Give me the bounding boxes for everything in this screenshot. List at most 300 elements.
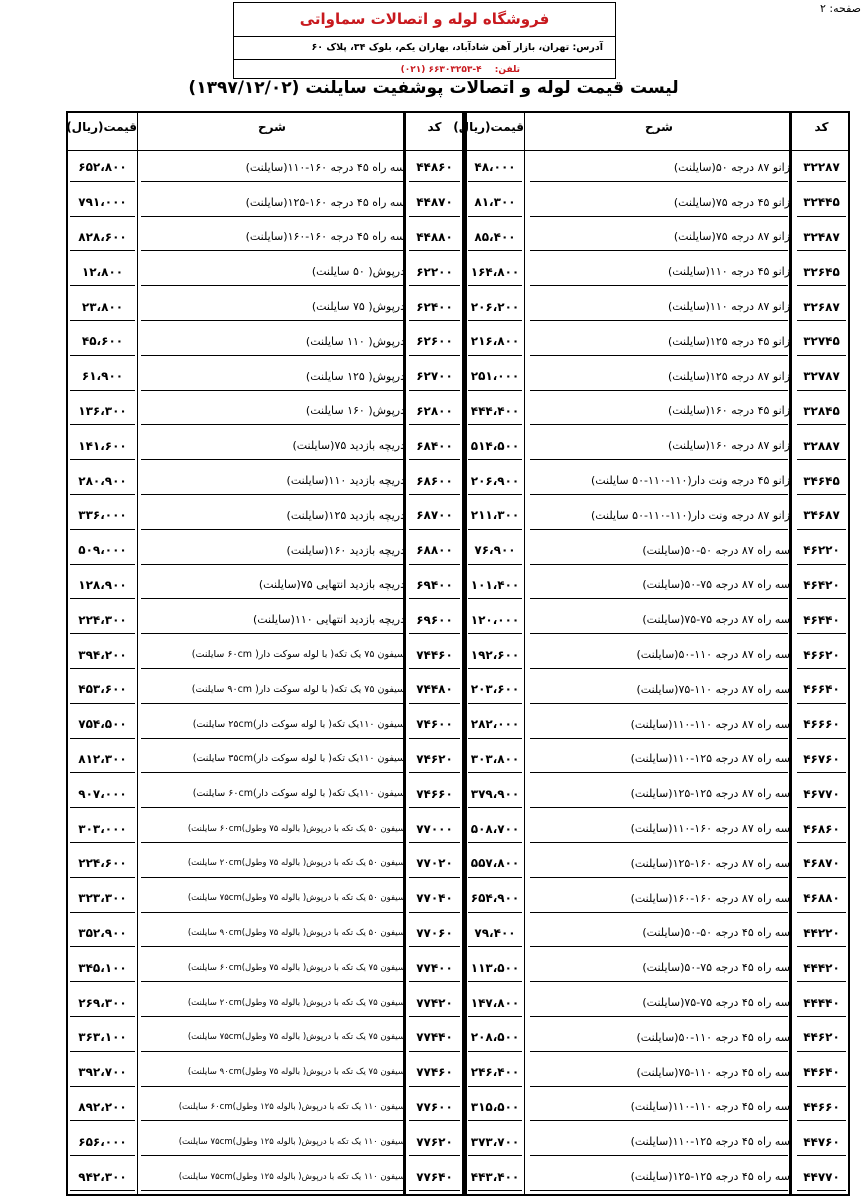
item-code: ۳۲۴۸۷ xyxy=(803,229,840,244)
item-code: ۴۴۷۷۰ xyxy=(803,1169,840,1184)
cell-underline xyxy=(797,1120,846,1121)
item-price: ۷۹۱،۰۰۰ xyxy=(78,195,127,210)
cell-underline xyxy=(141,494,403,495)
item-code: ۳۲۸۴۵ xyxy=(803,403,840,418)
cell-underline xyxy=(409,877,460,878)
item-description: سه راه ۸۷ درجه ۱۲۵-۱۱۰(سایلنت) xyxy=(630,752,790,766)
item-price: ۳۰۳،۰۰۰ xyxy=(78,821,127,836)
item-description: سیفون ۷۵ یک تکه با درپوش( بالوله ۷۵ وطول)۶۰cm سایلنت) xyxy=(187,962,405,973)
item-description: دریچه بازدید ۱۱۰(سایلنت) xyxy=(286,474,405,488)
cell-underline xyxy=(797,181,846,182)
cell-underline xyxy=(70,181,135,182)
item-description: سه راه ۴۵ درجه ۱۱۰-۵۰(سایلنت) xyxy=(636,1030,790,1044)
column-header-price: قیمت(ریال) xyxy=(453,120,524,134)
item-description: سیفون ۵۰ یک تکه با درپوش( بالوله ۷۵ وطول)۷۵cm سایلنت) xyxy=(187,893,405,904)
cell-underline xyxy=(468,912,522,913)
item-description: دریچه بازدید ۱۶۰(سایلنت) xyxy=(286,543,405,557)
cell-underline xyxy=(530,1086,788,1087)
item-price: ۱۹۲،۶۰۰ xyxy=(470,647,520,662)
item-description: دریچه بازدید ۱۲۵(سایلنت) xyxy=(286,508,405,522)
cell-underline xyxy=(468,250,522,251)
cell-underline xyxy=(141,1086,403,1087)
cell-underline xyxy=(141,703,403,704)
cell-underline xyxy=(797,494,846,495)
cell-underline xyxy=(409,216,460,217)
item-code: ۷۷۴۶۰ xyxy=(416,1065,453,1080)
item-code: ۷۷۰۶۰ xyxy=(416,925,453,940)
cell-underline xyxy=(141,842,403,843)
item-code: ۷۷۰۲۰ xyxy=(416,856,453,871)
cell-underline xyxy=(797,946,846,947)
cell-underline xyxy=(797,772,846,773)
item-description: زانو ۸۷ درجه ۱۱۰(سایلنت) xyxy=(667,300,790,314)
item-code: ۷۴۶۰۰ xyxy=(416,717,453,732)
item-code: ۳۲۶۸۷ xyxy=(803,299,840,314)
cell-underline xyxy=(530,668,788,669)
cell-underline xyxy=(530,529,788,530)
cell-underline xyxy=(797,250,846,251)
cell-underline xyxy=(141,459,403,460)
cell-underline xyxy=(141,285,403,286)
item-description: زانو ۸۷ درجه ۷۵(سایلنت) xyxy=(673,230,790,244)
item-description: سیفون ۱۱۰یک تکه( با لوله سوکت دار)۲۵cm سایلنت) xyxy=(192,718,405,730)
cell-underline xyxy=(141,738,403,739)
item-description: زانو ۸۷ درجه ونت دار(۱۱۰-۱۱۰-۵۰ سایلنت) xyxy=(590,508,790,522)
item-code: ۷۷۰۴۰ xyxy=(416,891,453,906)
cell-underline xyxy=(797,912,846,913)
cell-underline xyxy=(797,842,846,843)
cell-underline xyxy=(141,772,403,773)
cell-underline xyxy=(70,250,135,251)
cell-underline xyxy=(797,633,846,634)
item-description: سیفون ۵۰ یک تکه با درپوش( بالوله ۷۵ وطول)۲۰cm سایلنت) xyxy=(187,858,405,869)
cell-underline xyxy=(70,1051,135,1052)
item-description: زانو ۸۷ درجه ۱۶۰(سایلنت) xyxy=(667,439,790,453)
store-name: فروشگاه لوله و اتصالات سماواتی xyxy=(234,3,615,37)
cell-underline xyxy=(468,946,522,947)
price-table xyxy=(66,111,850,1196)
phone-number: (۰۲۱) ۶۶۳۰۳۲۵۳-۴ xyxy=(400,65,482,75)
cell-underline xyxy=(409,285,460,286)
item-price: ۴۸،۰۰۰ xyxy=(474,160,516,175)
cell-underline xyxy=(797,1016,846,1017)
cell-underline xyxy=(141,1051,403,1052)
cell-underline xyxy=(530,703,788,704)
cell-underline xyxy=(797,1190,846,1191)
cell-underline xyxy=(70,633,135,634)
cell-underline xyxy=(468,424,522,425)
cell-underline xyxy=(530,981,788,982)
cell-underline xyxy=(409,494,460,495)
item-price: ۶۵۲،۸۰۰ xyxy=(78,160,127,175)
item-price: ۱۳۶،۳۰۰ xyxy=(78,403,127,418)
item-price: ۱۲۰،۰۰۰ xyxy=(470,612,520,627)
cell-underline xyxy=(468,285,522,286)
item-price: ۴۴۳،۴۰۰ xyxy=(470,1169,520,1184)
store-header xyxy=(233,2,616,79)
cell-underline xyxy=(409,564,460,565)
cell-underline xyxy=(797,459,846,460)
item-code: ۶۸۶۰۰ xyxy=(416,473,453,488)
item-price: ۸۹۲،۲۰۰ xyxy=(78,1099,127,1114)
item-description: سیفون ۵۰ یک تکه با درپوش( بالوله ۷۵ وطول)۹۰cm سایلنت) xyxy=(187,927,405,938)
item-code: ۴۴۴۲۰ xyxy=(803,960,840,975)
cell-underline xyxy=(797,598,846,599)
item-code: ۴۶۶۲۰ xyxy=(803,647,840,662)
cell-underline xyxy=(409,250,460,251)
cell-underline xyxy=(468,981,522,982)
cell-underline xyxy=(530,1051,788,1052)
item-code: ۴۶۲۲۰ xyxy=(803,543,840,558)
cell-underline xyxy=(530,355,788,356)
cell-underline xyxy=(468,529,522,530)
cell-underline xyxy=(468,668,522,669)
item-description: درپوش( ۱۱۰ سایلنت) xyxy=(305,334,405,348)
cell-underline xyxy=(141,598,403,599)
item-description: سیفون ۱۱۰یک تکه( با لوله سوکت دار)۶۰cm سایلنت) xyxy=(192,788,405,800)
item-description: سه راه ۴۵ درجه ۱۱۰-۷۵(سایلنت) xyxy=(636,1065,790,1079)
cell-underline xyxy=(70,772,135,773)
cell-underline xyxy=(141,877,403,878)
item-code: ۶۲۲۰۰ xyxy=(416,264,453,279)
item-code: ۳۴۶۸۷ xyxy=(803,508,840,523)
item-price: ۱۲۸،۹۰۰ xyxy=(78,577,127,592)
cell-underline xyxy=(70,216,135,217)
item-description: سه راه ۴۵ درجه ۵۰-۵۰(سایلنت) xyxy=(642,926,790,940)
item-price: ۱۴۷،۸۰۰ xyxy=(470,995,520,1010)
item-description: سه راه ۸۷ درجه ۱۱۰-۵۰(سایلنت) xyxy=(636,648,790,662)
item-price: ۵۰۹،۰۰۰ xyxy=(78,543,127,558)
item-description: زانو ۸۷ درجه ۵۰(سایلنت) xyxy=(673,160,790,174)
item-description: درپوش( ۵۰ سایلنت) xyxy=(311,265,405,279)
cell-underline xyxy=(141,529,403,530)
cell-underline xyxy=(468,703,522,704)
cell-underline xyxy=(409,529,460,530)
item-description: زانو ۴۵ درجه ۱۶۰(سایلنت) xyxy=(667,404,790,418)
cell-underline xyxy=(409,459,460,460)
cell-underline xyxy=(409,181,460,182)
cell-underline xyxy=(530,1190,788,1191)
item-description: دریچه بازدید ۷۵(سایلنت) xyxy=(292,439,405,453)
cell-underline xyxy=(141,250,403,251)
cell-underline xyxy=(141,912,403,913)
item-price: ۱۶۴،۸۰۰ xyxy=(470,264,520,279)
item-price: ۷۵۴،۵۰۰ xyxy=(78,717,127,732)
cell-underline xyxy=(797,668,846,669)
item-price: ۲۲۴،۶۰۰ xyxy=(78,856,127,871)
cell-underline xyxy=(530,772,788,773)
item-description: سه راه ۴۵ درجه ۱۲۵-۱۱۰(سایلنت) xyxy=(630,1135,790,1149)
cell-underline xyxy=(409,598,460,599)
cell-underline xyxy=(797,424,846,425)
item-price: ۲۸۲،۰۰۰ xyxy=(470,717,520,732)
cell-underline xyxy=(409,320,460,321)
cell-underline xyxy=(797,355,846,356)
item-price: ۳۶۳،۱۰۰ xyxy=(78,1030,127,1045)
cell-underline xyxy=(141,1120,403,1121)
item-price: ۳۷۹،۹۰۰ xyxy=(470,786,520,801)
cell-underline xyxy=(70,529,135,530)
item-code: ۴۴۸۸۰ xyxy=(416,229,453,244)
cell-underline xyxy=(141,181,403,182)
cell-underline xyxy=(468,633,522,634)
cell-underline xyxy=(530,494,788,495)
item-code: ۷۷۴۰۰ xyxy=(416,960,453,975)
item-price: ۲۰۳،۶۰۰ xyxy=(470,682,520,697)
item-code: ۴۶۸۷۰ xyxy=(803,856,840,871)
item-code: ۷۷۴۲۰ xyxy=(416,995,453,1010)
item-description: دریچه بازدید انتهایی ۷۵(سایلنت) xyxy=(258,578,405,592)
cell-underline xyxy=(70,1190,135,1191)
cell-underline xyxy=(797,1086,846,1087)
item-code: ۷۴۶۶۰ xyxy=(416,786,453,801)
cell-underline xyxy=(530,564,788,565)
cell-underline xyxy=(409,807,460,808)
column-header-code: کد xyxy=(814,120,829,134)
cell-underline xyxy=(141,1155,403,1156)
item-code: ۴۴۶۲۰ xyxy=(803,1030,840,1045)
item-description: سه راه ۸۷ درجه ۱۱۰-۷۵(سایلنت) xyxy=(636,682,790,696)
item-price: ۲۲۴،۳۰۰ xyxy=(78,612,127,627)
cell-underline xyxy=(70,598,135,599)
cell-underline xyxy=(70,564,135,565)
item-code: ۳۲۶۴۵ xyxy=(803,264,840,279)
item-price: ۸۱۲،۳۰۰ xyxy=(78,751,127,766)
cell-underline xyxy=(409,912,460,913)
cell-underline xyxy=(530,320,788,321)
item-price: ۶۵۶،۰۰۰ xyxy=(78,1134,127,1149)
cell-underline xyxy=(141,633,403,634)
item-price: ۳۵۲،۹۰۰ xyxy=(78,925,127,940)
item-description: سیفون ۵۰ یک تکه با درپوش( بالوله ۷۵ وطول)۶۰cm سایلنت) xyxy=(187,823,405,834)
item-code: ۳۲۷۴۵ xyxy=(803,334,840,349)
cell-underline xyxy=(141,424,403,425)
cell-underline xyxy=(468,1120,522,1121)
cell-underline xyxy=(70,807,135,808)
cell-underline xyxy=(70,1155,135,1156)
cell-underline xyxy=(468,564,522,565)
item-description: سیفون ۱۱۰ یک تکه با درپوش( بالوله ۱۲۵ وطول)۷۵cm سایلنت) xyxy=(178,1171,405,1182)
cell-underline xyxy=(797,981,846,982)
cell-underline xyxy=(797,703,846,704)
cell-underline xyxy=(70,668,135,669)
cell-underline xyxy=(468,877,522,878)
cell-underline xyxy=(409,1190,460,1191)
table-header-row xyxy=(68,113,848,151)
item-price: ۳۹۴،۲۰۰ xyxy=(78,647,127,662)
item-description: زانو ۴۵ درجه ۱۱۰(سایلنت) xyxy=(667,265,790,279)
cell-underline xyxy=(141,320,403,321)
item-code: ۳۲۲۸۷ xyxy=(803,160,840,175)
cell-underline xyxy=(797,390,846,391)
item-price: ۷۹،۴۰۰ xyxy=(474,925,516,940)
item-code: ۴۴۲۲۰ xyxy=(803,925,840,940)
item-description: زانو ۴۵ درجه ۷۵(سایلنت) xyxy=(673,195,790,209)
item-description: سه راه ۸۷ درجه ۱۱۰-۱۱۰(سایلنت) xyxy=(630,717,790,731)
column-divider xyxy=(524,113,525,1194)
item-code: ۷۷۶۰۰ xyxy=(416,1099,453,1114)
cell-underline xyxy=(530,633,788,634)
cell-underline xyxy=(409,633,460,634)
cell-underline xyxy=(70,912,135,913)
cell-underline xyxy=(70,1120,135,1121)
page-number: صفحه: ۲ xyxy=(819,2,861,15)
item-description: سه راه ۴۵ درجه ۷۵-۵۰(سایلنت) xyxy=(642,961,790,975)
cell-underline xyxy=(468,1086,522,1087)
item-description: سیفون ۱۱۰ یک تکه با درپوش( بالوله ۱۲۵ وطول)۶۰cm سایلنت) xyxy=(178,1101,405,1112)
cell-underline xyxy=(530,181,788,182)
cell-underline xyxy=(530,390,788,391)
item-code: ۴۴۸۷۰ xyxy=(416,195,453,210)
cell-underline xyxy=(797,807,846,808)
item-description: سیفون ۷۵ یک تکه با درپوش( بالوله ۷۵ وطول)۲۰cm سایلنت) xyxy=(187,997,405,1008)
item-code: ۴۶۶۴۰ xyxy=(803,682,840,697)
cell-underline xyxy=(409,1120,460,1121)
item-code: ۷۷۶۴۰ xyxy=(416,1169,453,1184)
store-phone-row xyxy=(234,60,615,80)
item-code: ۴۶۴۲۰ xyxy=(803,577,840,592)
cell-underline xyxy=(70,320,135,321)
item-price: ۳۲۳،۳۰۰ xyxy=(78,891,127,906)
item-price: ۷۶،۹۰۰ xyxy=(474,543,516,558)
item-price: ۳۴۵،۱۰۰ xyxy=(78,960,127,975)
cell-underline xyxy=(468,807,522,808)
item-price: ۲۰۸،۵۰۰ xyxy=(470,1030,520,1045)
item-code: ۶۲۷۰۰ xyxy=(416,369,453,384)
cell-underline xyxy=(530,912,788,913)
cell-underline xyxy=(70,494,135,495)
cell-underline xyxy=(797,216,846,217)
item-code: ۴۶۶۶۰ xyxy=(803,717,840,732)
item-price: ۲۸۰،۹۰۰ xyxy=(78,473,127,488)
item-description: سه راه ۴۵ درجه ۱۶۰-۱۶۰(سایلنت) xyxy=(245,230,405,244)
item-code: ۳۲۷۸۷ xyxy=(803,369,840,384)
cell-underline xyxy=(797,877,846,878)
cell-underline xyxy=(409,703,460,704)
item-code: ۴۶۴۴۰ xyxy=(803,612,840,627)
cell-underline xyxy=(70,842,135,843)
cell-underline xyxy=(468,390,522,391)
cell-underline xyxy=(141,216,403,217)
cell-underline xyxy=(70,1016,135,1017)
item-description: سه راه ۸۷ درجه ۱۶۰-۱۱۰(سایلنت) xyxy=(630,822,790,836)
cell-underline xyxy=(409,738,460,739)
item-description: سه راه ۸۷ درجه ۱۲۵-۱۲۵(سایلنت) xyxy=(630,787,790,801)
cell-underline xyxy=(797,564,846,565)
item-price: ۳۹۲،۷۰۰ xyxy=(78,1065,127,1080)
cell-underline xyxy=(530,842,788,843)
item-code: ۷۴۴۸۰ xyxy=(416,682,453,697)
cell-underline xyxy=(409,1016,460,1017)
cell-underline xyxy=(70,424,135,425)
item-code: ۳۴۶۴۵ xyxy=(803,473,840,488)
item-description: سیفون ۷۵ یک تکه( با لوله سوکت دار( ۶۰cm سایلنت) xyxy=(191,649,405,661)
cell-underline xyxy=(468,320,522,321)
cell-underline xyxy=(797,320,846,321)
cell-underline xyxy=(409,1051,460,1052)
cell-underline xyxy=(530,1016,788,1017)
item-description: سیفون ۱۱۰یک تکه( با لوله سوکت دار)۳۵cm سایلنت) xyxy=(192,753,405,765)
cell-underline xyxy=(141,981,403,982)
item-description: درپوش( ۱۶۰ سایلنت) xyxy=(305,404,405,418)
item-price: ۸۲۸،۶۰۰ xyxy=(78,229,127,244)
cell-underline xyxy=(409,390,460,391)
item-description: دریچه بازدید انتهایی ۱۱۰(سایلنت) xyxy=(252,613,405,627)
phone-label: تلفن: xyxy=(494,65,520,75)
cell-underline xyxy=(409,981,460,982)
cell-underline xyxy=(530,1120,788,1121)
cell-underline xyxy=(409,1086,460,1087)
column-header-description: شرح xyxy=(645,120,673,134)
cell-underline xyxy=(141,564,403,565)
cell-underline xyxy=(70,946,135,947)
item-description: سه راه ۸۷ درجه ۷۵-۵۰(سایلنت) xyxy=(642,578,790,592)
item-code: ۶۲۴۰۰ xyxy=(416,299,453,314)
item-code: ۷۷۶۲۰ xyxy=(416,1134,453,1149)
item-code: ۴۶۸۶۰ xyxy=(803,821,840,836)
item-price: ۳۷۳،۷۰۰ xyxy=(470,1134,520,1149)
cell-underline xyxy=(797,285,846,286)
cell-underline xyxy=(530,946,788,947)
cell-underline xyxy=(70,738,135,739)
item-code: ۶۲۸۰۰ xyxy=(416,403,453,418)
item-price: ۴۵۳،۶۰۰ xyxy=(78,682,127,697)
item-price: ۱۱۳،۵۰۰ xyxy=(470,960,520,975)
item-price: ۳۱۵،۵۰۰ xyxy=(470,1099,520,1114)
cell-underline xyxy=(468,772,522,773)
cell-underline xyxy=(141,1190,403,1191)
item-code: ۷۷۰۰۰ xyxy=(416,821,453,836)
item-code: ۶۸۷۰۰ xyxy=(416,508,453,523)
cell-underline xyxy=(70,285,135,286)
item-code: ۴۶۸۸۰ xyxy=(803,891,840,906)
item-price: ۲۰۶،۹۰۰ xyxy=(470,473,520,488)
item-code: ۴۶۷۶۰ xyxy=(803,751,840,766)
cell-underline xyxy=(409,842,460,843)
column-header-price: قیمت(ریال) xyxy=(66,120,137,134)
cell-underline xyxy=(530,1155,788,1156)
item-code: ۳۲۸۸۷ xyxy=(803,438,840,453)
item-price: ۳۰۳،۸۰۰ xyxy=(470,751,520,766)
item-code: ۴۴۴۴۰ xyxy=(803,995,840,1010)
cell-underline xyxy=(409,772,460,773)
item-price: ۱۰۱،۴۰۰ xyxy=(470,577,520,592)
cell-underline xyxy=(530,877,788,878)
cell-underline xyxy=(409,355,460,356)
item-code: ۴۴۸۶۰ xyxy=(416,160,453,175)
item-code: ۶۹۴۰۰ xyxy=(416,577,453,592)
item-price: ۹۰۷،۰۰۰ xyxy=(78,786,127,801)
item-description: سه راه ۴۵ درجه ۱۶۰-۱۱۰(سایلنت) xyxy=(245,160,405,174)
cell-underline xyxy=(70,981,135,982)
cell-underline xyxy=(141,946,403,947)
cell-underline xyxy=(468,1016,522,1017)
cell-underline xyxy=(530,738,788,739)
item-code: ۷۴۴۶۰ xyxy=(416,647,453,662)
cell-underline xyxy=(70,459,135,460)
item-description: سه راه ۴۵ درجه ۱۶۰-۱۲۵(سایلنت) xyxy=(245,195,405,209)
column-header-code: کد xyxy=(427,120,442,134)
cell-underline xyxy=(797,529,846,530)
cell-underline xyxy=(70,1086,135,1087)
column-divider xyxy=(137,113,138,1194)
item-description: سه راه ۴۵ درجه ۱۲۵-۱۲۵(سایلنت) xyxy=(630,1170,790,1184)
cell-underline xyxy=(141,807,403,808)
cell-underline xyxy=(141,668,403,669)
cell-underline xyxy=(468,355,522,356)
item-price: ۶۱،۹۰۰ xyxy=(81,369,124,384)
cell-underline xyxy=(409,1155,460,1156)
